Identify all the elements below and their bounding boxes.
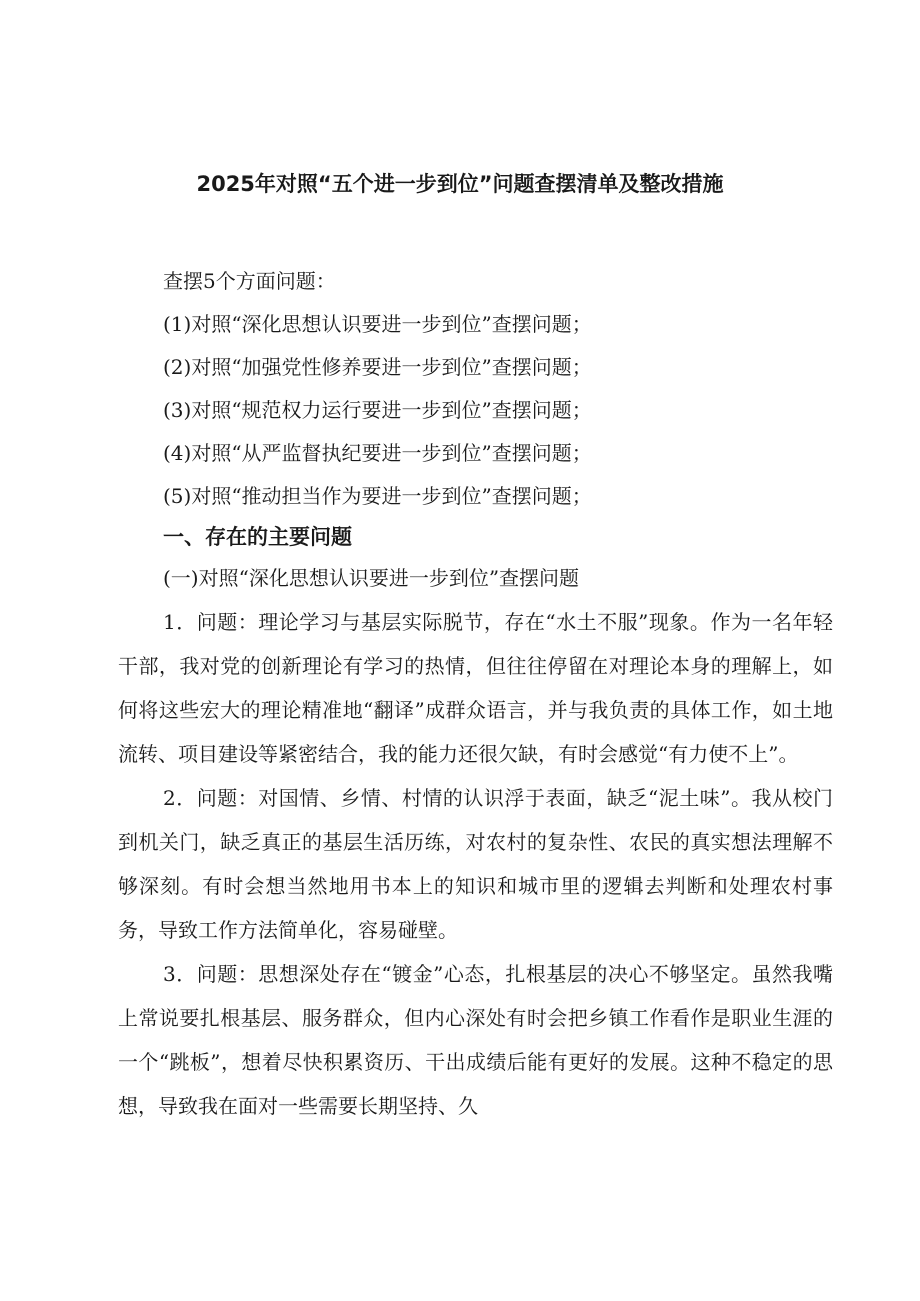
body-text <box>118 600 833 1128</box>
intro-item: (4)对照“从严监督执纪要进一步到位”查摆问题； <box>163 441 592 465</box>
intro-lead: 查摆5个方面问题： <box>163 269 336 293</box>
subsection-heading: (一)对照“深化思想认识要进一步到位”查摆问题 <box>163 566 580 590</box>
section-heading: 一、存在的主要问题 <box>163 525 352 549</box>
document-title: 2025年对照“五个进一步到位”问题查摆清单及整改措施 <box>196 172 724 196</box>
paragraph: 2．问题：对国情、乡情、村情的认识浮于表面，缺乏“泥土味”。我从校门到机关门，缺乏真正的基层生活历练，对农村的复杂性、农民的真实想法理解不够深刻。有时会想当然地用书本上的知识和城市里的逻辑去判断和处理农村事务，导致工作方法简单化，容易碰壁。 <box>118 786 833 942</box>
paragraph: 1．问题：理论学习与基层实际脱节，存在“水土不服”现象。作为一名年轻干部，我对党的创新理论有学习的热情，但往往停留在对理论本身的理解上，如何将这些宏大的理论精准地“翻译”成群众语言，并与我负责的具体工作，如土地流转、项目建设等紧密结合，我的能力还很欠缺，有时会感觉“有力使不上”。 <box>118 610 833 766</box>
intro-block <box>163 260 783 518</box>
intro-item: (3)对照“规范权力运行要进一步到位”查摆问题； <box>163 398 592 422</box>
intro-item: (2)对照“加强党性修养要进一步到位”查摆问题； <box>163 355 592 379</box>
intro-item: (1)对照“深化思想认识要进一步到位”查摆问题； <box>163 312 592 336</box>
paragraph: 3．问题：思想深处存在“镀金”心态，扎根基层的决心不够坚定。虽然我嘴上常说要扎根基层、服务群众，但内心深处有时会把乡镇工作看作是职业生涯的一个“跳板”，想着尽快积累资历、干出成绩后能有更好的发展。这种不稳定的思想，导致我在面对一些需要长期坚持、久 <box>118 962 833 1118</box>
intro-item: (5)对照“推动担当作为要进一步到位”查摆问题； <box>163 484 592 508</box>
